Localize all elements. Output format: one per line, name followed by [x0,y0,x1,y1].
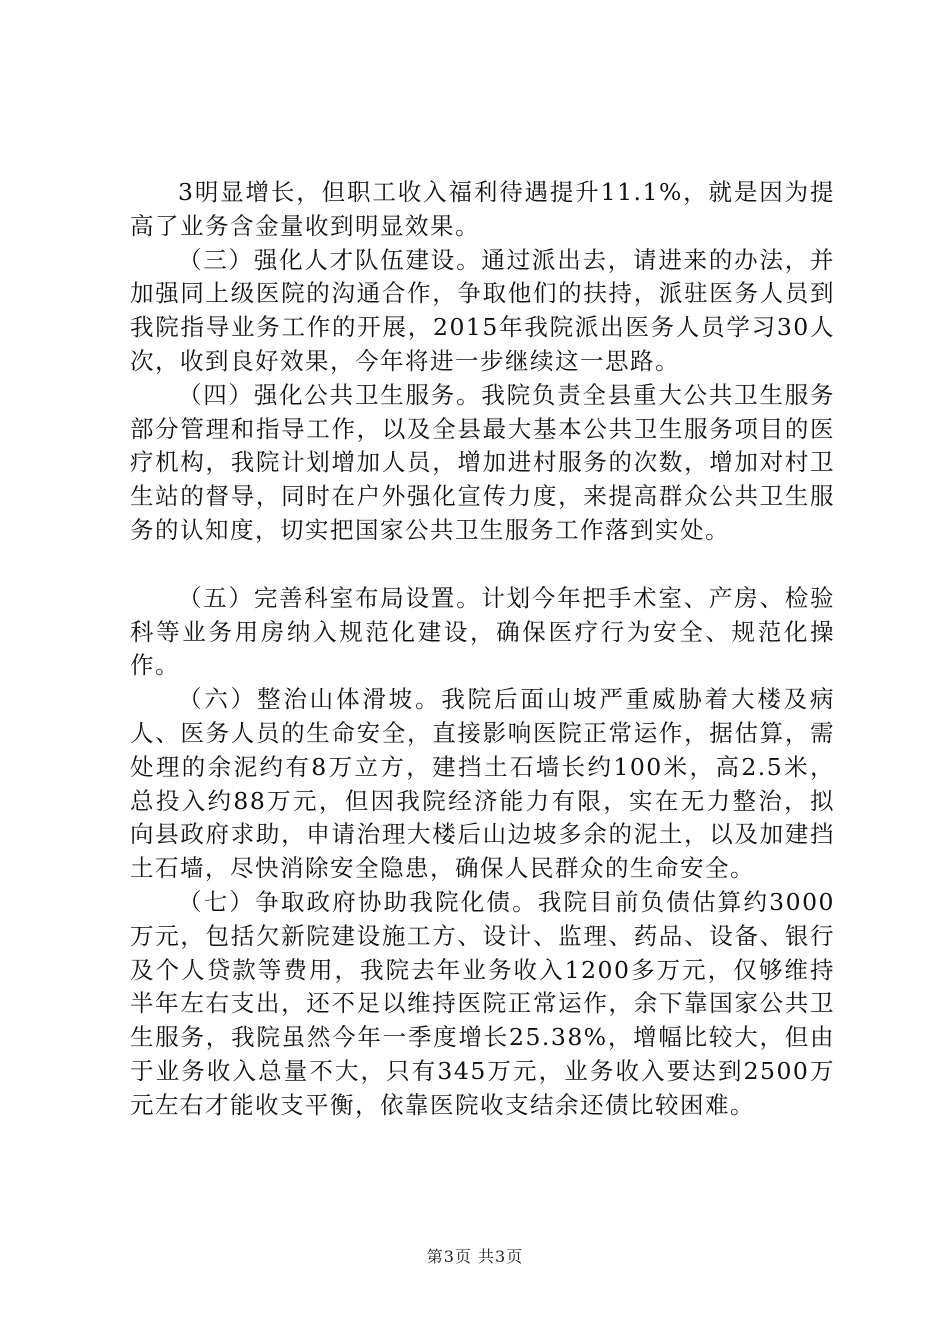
page-footer: 第3页 共3页 [426,1247,524,1266]
paragraph-landslide: （六）整治山体滑坡。我院后面山坡严重威胁着大楼及病人、医务人员的生命安全，直接影响医院正常运作，据估算，需处理的余泥约有8万立方，建挡土石墙长约100米，高2.5米，总投入约88万元，但因我院经济能力有限，实在无力整治，拟向县政府求助，申请治理大楼后山边坡多余的泥土，以及加建挡土石墙，尽快消除安全隐患，确保人民群众的生命安全。 [130,685,835,883]
paragraph-talent-team: （三）强化人才队伍建设。通过派出去，请进来的办法，并加强同上级医院的沟通合作，争取他们的扶持，派驻医务人员到我院指导业务工作的开展，2015年我院派出医务人员学习30人次，收到良好效果，今年将进一步继续这一思路。 [130,245,835,375]
paragraph-debt: （七）争取政府协助我院化债。我院目前负债估算约3000万元，包括欠新院建设施工方、设计、监理、药品、设备、银行及个人贷款等费用，我院去年业务收入1200多万元，仅够维持半年左右支出，还不足以维持医院正常运作，余下靠国家公共卫生服务，我院虽然今年一季度增长25.38%，增幅比较大，但由于业务收入总量不大，只有345万元，业务收入要达到2500万元左右才能收支平衡，依靠医院收支结余还债比较困难。 [130,887,835,1119]
paragraph-continuation: 3明显增长，但职工收入福利待遇提升11.1%，就是因为提高了业务含金量收到明显效果。 [130,178,835,240]
paragraph-department-layout: （五）完善科室布局设置。计划今年把手术室、产房、检验科等业务用房纳入规范化建设，确保医疗行为安全、规范化操作。 [130,583,835,680]
paragraph-public-health: （四）强化公共卫生服务。我院负责全县重大公共卫生服务部分管理和指导工作，以及全县最大基本公共卫生服务项目的医疗机构，我院计划增加人员，增加进村服务的次数，增加对村卫生站的督导，同时在户外强化宣传力度，来提高群众公共卫生服务的认知度，切实把国家公共卫生服务工作落到实处。 [130,380,835,544]
document-body [130,176,835,1123]
